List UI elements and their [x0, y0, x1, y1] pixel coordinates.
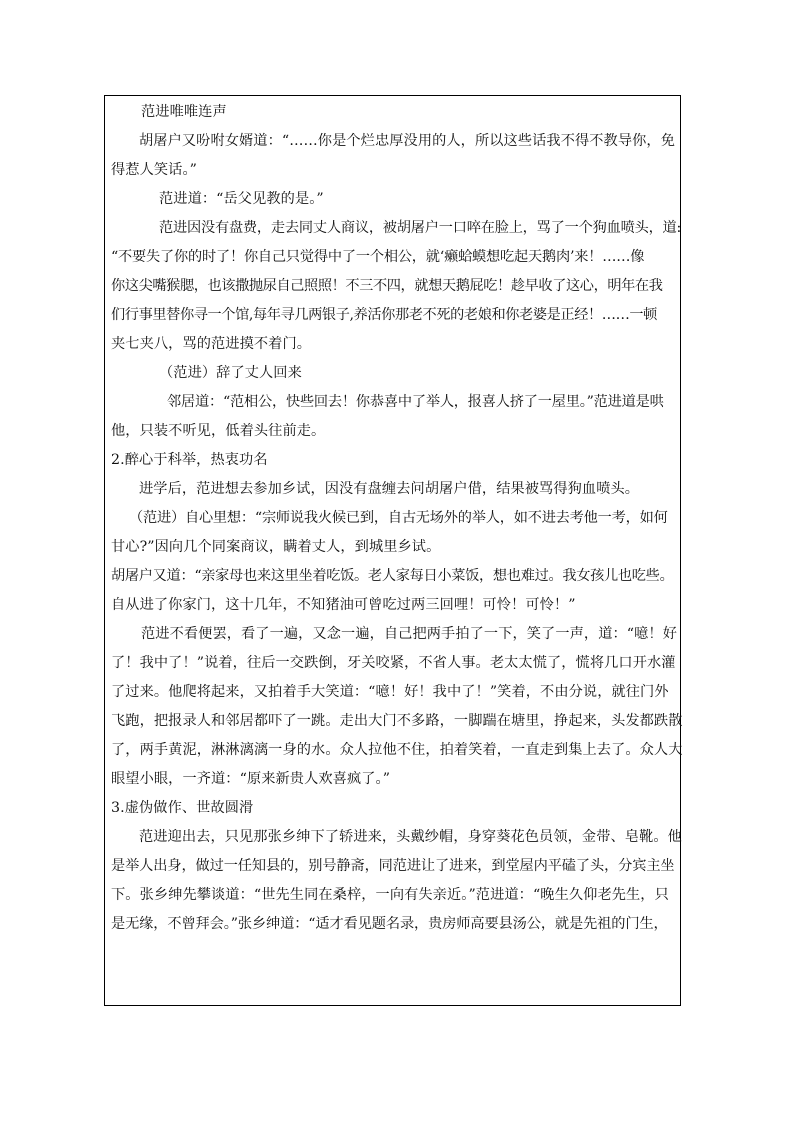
paragraph-line: 范进道：“岳父见教的是。” — [159, 191, 324, 207]
paragraph-line: 胡屠户又吩咐女婿道：“……你是个烂忠厚没用的人，所以这些话我不得不教导你，免 — [139, 133, 675, 149]
paragraph-line: 他，只装不听见，低着头往前走。 — [111, 423, 326, 439]
paragraph-line: 是举人出身，做过一任知县的，别号静斋，同范进让了进来，到堂屋内平磕了头，分宾主坐 — [111, 858, 675, 874]
paragraph-line: （范进）辞了丈人回来 — [159, 365, 302, 381]
paragraph-line: 了过来。他爬将起来，又拍着手大笑道：“噫！好！我中了！”笑着，不由分说，就往门外 — [111, 684, 669, 700]
paragraph-line: 眼望小眼，一齐道：“原来新贵人欢喜疯了。” — [111, 771, 391, 787]
section-heading: 2.醉心于科举，热衷功名 — [111, 452, 268, 468]
section-heading: 3.虚伪做作、世故圆滑 — [111, 800, 254, 816]
paragraph-line: 范进唯唯连声 — [141, 104, 227, 120]
paragraph-line: 得惹人笑话。” — [111, 162, 197, 178]
paragraph-line: 自从进了你家门，这十几年，不知猪油可曾吃过两三回哩！可怜！可怜！” — [111, 597, 576, 613]
paragraph-line: 了，两手黄泥，淋淋漓漓一身的水。众人拉他不住，拍着笑着，一直走到集上去了。众人大 — [111, 742, 683, 758]
paragraph-line: “不要失了你的时了！你自己只觉得中了一个相公，就‘癞蛤蟆想吃起天鹅肉’来！……像 — [111, 249, 645, 265]
document-content — [111, 98, 683, 939]
paragraph-line: 范进迎出去，只见那张乡绅下了轿进来，头戴纱帽，身穿葵花色员领，金带、皂靴。他 — [139, 829, 682, 845]
paragraph-line: 胡屠户又道：“亲家母也来这里坐着吃饭。老人家每日小菜饭，想也难过。我女孩儿也吃些。 — [111, 568, 674, 584]
paragraph-line: 们行事里替你寻一个馆,每年寻几两银子,养活你那老不死的老娘和你老婆是正经！……一顿 — [111, 307, 657, 323]
paragraph-line: 下。张乡绅先攀谈道：“世先生同在桑梓，一向有失亲近。”范进道：“晚生久仰老先生，只 — [111, 887, 669, 903]
paragraph-line: 邻居道：“范相公，快些回去！你恭喜中了举人，报喜人挤了一屋里。”范进道是哄 — [167, 394, 664, 410]
paragraph-line: 你这尖嘴猴腮，也该撒抛尿自己照照！不三不四，就想天鹅屁吃！趁早收了这心，明年在我 — [111, 278, 663, 294]
paragraph-line: 范进因没有盘费，走去同丈人商议，被胡屠户一口啐在脸上，骂了一个狗血喷头，道: — [159, 220, 682, 236]
paragraph-line: 甘心?”因向几个同案商议，瞒着丈人，到城里乡试。 — [111, 539, 441, 555]
paragraph-line: （范进）自心里想：“宗师说我火候已到，自古无场外的举人，如不进去考他一考，如何 — [129, 510, 668, 526]
paragraph-line: 夹七夹八，骂的范进摸不着门。 — [111, 336, 312, 352]
paragraph-line: 范进不看便罢，看了一遍，又念一遍，自己把两手拍了一下，笑了一声，道：“噫！好 — [141, 626, 677, 642]
paragraph-line: 进学后，范进想去参加乡试，因没有盘缠去问胡屠户借，结果被骂得狗血喷头。 — [139, 481, 640, 497]
paragraph-line: 了！我中了！”说着，往后一交跌倒，牙关咬紧，不省人事。老太太慌了，慌将几口开水灌 — [111, 655, 676, 671]
paragraph-line: 是无缘，不曾拜会。”张乡绅道：“适才看见题名录，贵房师高要县汤公，就是先祖的门生， — [111, 916, 668, 932]
paragraph-line: 飞跑，把报录人和邻居都吓了一跳。走出大门不多路，一脚踹在塘里，挣起来，头发都跌散 — [111, 713, 683, 729]
